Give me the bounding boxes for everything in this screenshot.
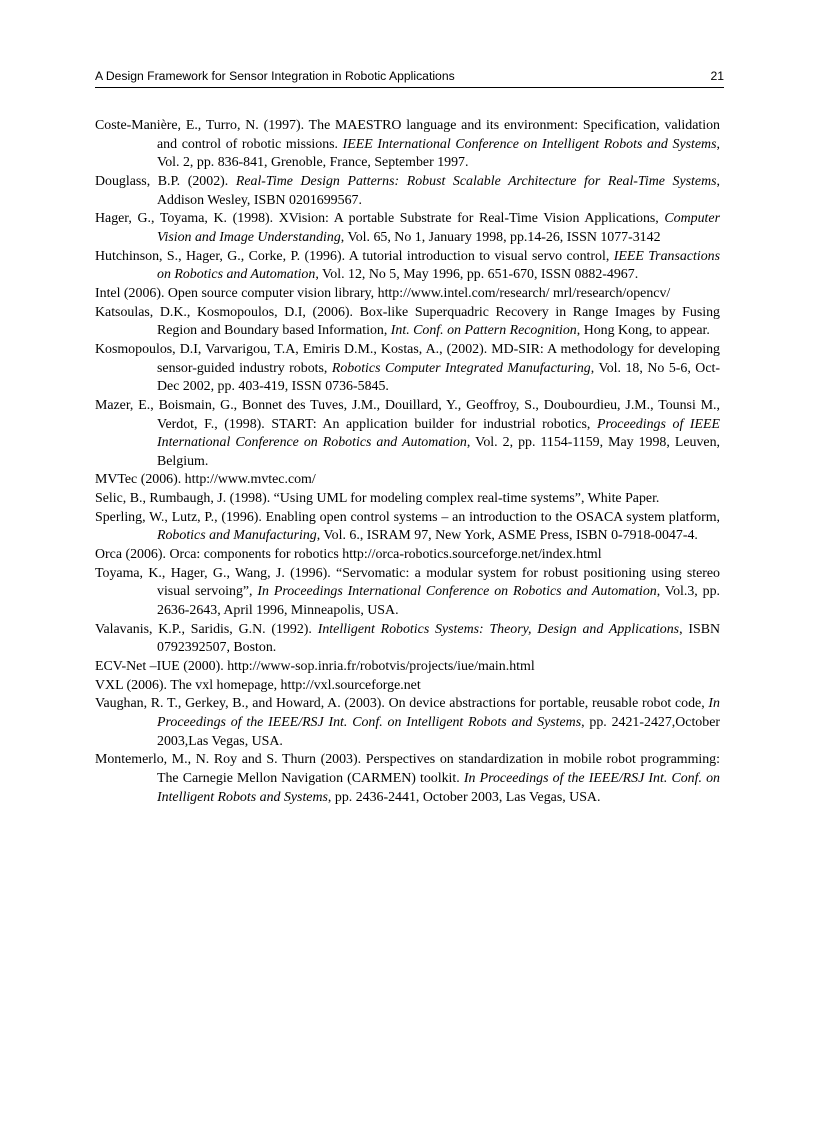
running-header (95, 67, 724, 88)
reference-entry: Toyama, K., Hager, G., Wang, J. (1996). “Servomatic: a modular system for robust positioning using stereo visual servoing”, In Proceedings International Conference on Robotics and Automation, Vol.3, pp. 2636-2643, April 1996, Minneapolis, USA. (95, 565, 720, 619)
reference-entry: Vaughan, R. T., Gerkey, B., and Howard, A. (2003). On device abstractions for portable, reusable robot code, In Proceedings of the IEEE/RSJ Int. Conf. on Intelligent Robots and Systems, pp. 2421-2427,October 2003,Las Vegas, USA. (95, 696, 720, 749)
reference-entry: Intel (2006). Open source computer vision library, http://www.intel.com/research/ mrl/research/opencv/ (95, 285, 671, 301)
reference-entry: Valavanis, K.P., Saridis, G.N. (1992). Intelligent Robotics Systems: Theory, Design and Applications, ISBN 0792392507, Boston. (95, 621, 721, 656)
running-title: A Design Framework for Sensor Integration in Robotic Applications (95, 69, 455, 83)
reference-entry: Kosmopoulos, D.I, Varvarigou, T.A, Emiris D.M., Kostas, A., (2002). MD-SIR: A methodology for developing sensor-guided industry robots, Robotics Computer Integrated Manufacturing, Vol. 18, No 5-6, Oct-Dec 2002, pp. 403-419, ISSN 0736-5845. (95, 341, 720, 395)
reference-list (95, 117, 720, 807)
reference-entry: ECV-Net –IUE (2000). http://www-sop.inria.fr/robotvis/projects/iue/main.html (95, 659, 535, 675)
reference-entry: Sperling, W., Lutz, P., (1996). Enabling open control systems – an introduction to the OSACA system platform, Robotics and Manufacturing, Vol. 6., ISRAM 97, New York, ASME Press, ISBN 0-7918-0047-4. (95, 509, 720, 544)
page-number: 21 (710, 69, 724, 83)
reference-entry: Hutchinson, S., Hager, G., Corke, P. (1996). A tutorial introduction to visual servo control, IEEE Transactions on Robotics and Automation, Vol. 12, No 5, May 1996, pp. 651-670, ISSN 0882-4967. (95, 248, 720, 283)
reference-entry: Orca (2006). Orca: components for robotics http://orca-robotics.sourceforge.net/index.html (95, 547, 602, 563)
reference-entry: Hager, G., Toyama, K. (1998). XVision: A portable Substrate for Real-Time Vision Applications, Computer Vision and Image Understanding, Vol. 65, No 1, January 1998, pp.14-26, ISSN 1077-3142 (95, 211, 720, 245)
reference-entry: Coste-Manière, E., Turro, N. (1997). The MAESTRO language and its environment: Specification, validation and control of robotic missions. IEEE International Conference on Intelligent Robots and Systems, Vol. 2, pp. 836-841, Grenoble, France, September 1997. (95, 118, 720, 171)
reference-entry: Mazer, E., Boismain, G., Bonnet des Tuves, J.M., Douillard, Y., Geoffroy, S., Doubourdieu, J.M., Tounsi M., Verdot, F., (1998). START: An application builder for industrial robotics, Proceedings of IEEE International Conference on Robotics and Automation, Vol. 2, pp. 1154-1159, May 1998, Leuven, Belgium. (95, 397, 720, 469)
reference-entry: MVTec (2006). http://www.mvtec.com/ (95, 472, 316, 488)
reference-entry: Douglass, B.P. (2002). Real-Time Design Patterns: Robust Scalable Architecture for Real-Time Systems, Addison Wesley, ISBN 0201699567. (95, 173, 720, 208)
reference-entry: Katsoulas, D.K., Kosmopoulos, D.I, (2006). Box-like Superquadric Recovery in Range Images by Fusing Region and Boundary based Information, Int. Conf. on Pattern Recognition, Hong Kong, to appear. (95, 304, 720, 339)
reference-entry: Selic, B., Rumbaugh, J. (1998). “Using UML for modeling complex real-time systems”, White Paper. (95, 491, 660, 507)
reference-entry: VXL (2006). The vxl homepage, http://vxl.sourceforge.net (95, 677, 421, 693)
reference-entry: Montemerlo, M., N. Roy and S. Thurn (2003). Perspectives on standardization in mobile robot programming: The Carnegie Mellon Navigation (CARMEN) toolkit. In Proceedings of the IEEE/RSJ Int. Conf. on Intelligent Robots and Systems, pp. 2436-2441, October 2003, Las Vegas, USA. (95, 752, 720, 805)
